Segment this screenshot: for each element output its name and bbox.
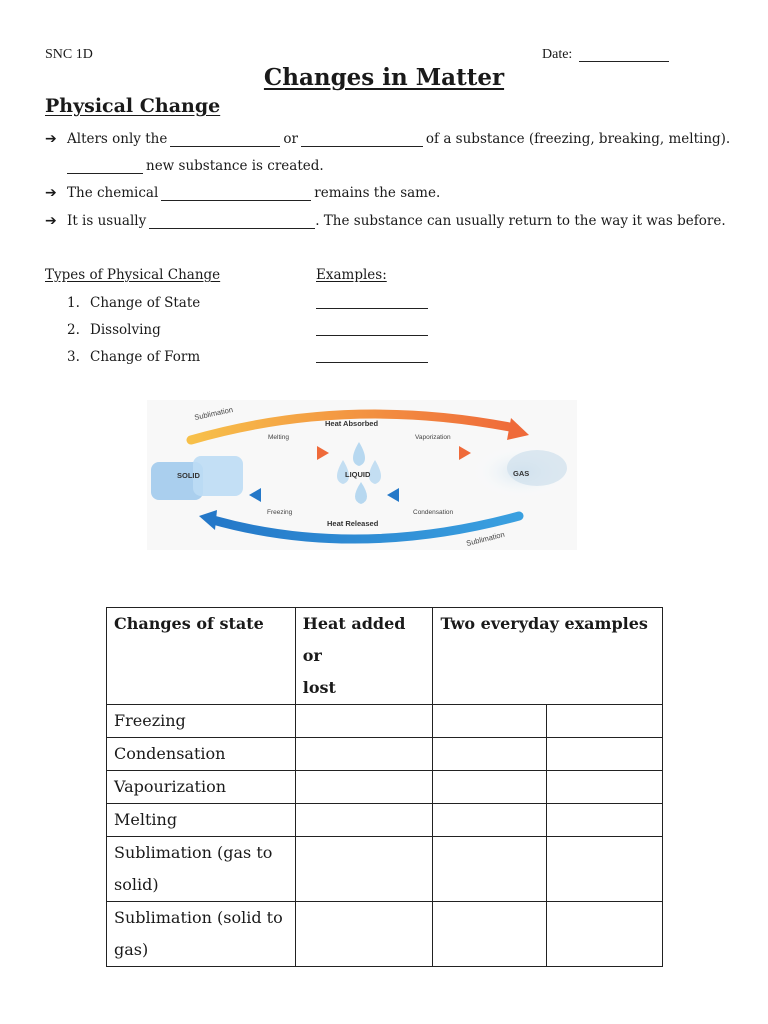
row-label: Sublimation (solid to gas) bbox=[107, 902, 296, 967]
sublimation-top-label: Sublimation bbox=[193, 405, 234, 422]
bullet-text: Alters only the bbox=[67, 131, 168, 147]
solid-ice-icon bbox=[193, 456, 243, 496]
answer-cell[interactable] bbox=[295, 902, 433, 967]
arrow-icon: ➔ bbox=[45, 213, 57, 229]
example-blank[interactable] bbox=[316, 308, 428, 309]
date-label: Date: bbox=[542, 47, 573, 62]
bullet-new-substance bbox=[67, 158, 324, 174]
answer-cell[interactable] bbox=[547, 804, 663, 837]
answer-cell[interactable] bbox=[433, 738, 547, 771]
row-label: Freezing bbox=[107, 705, 296, 738]
heat-absorbed-label: Heat Absorbed bbox=[325, 419, 379, 428]
answer-cell[interactable] bbox=[547, 771, 663, 804]
gas-label: GAS bbox=[513, 469, 530, 478]
answer-cell[interactable] bbox=[433, 705, 547, 738]
answer-cell[interactable] bbox=[433, 804, 547, 837]
header-heat: Heat added or lost bbox=[295, 608, 433, 705]
solid-label: SOLID bbox=[177, 471, 200, 480]
type-item bbox=[67, 322, 161, 338]
bullet-text: new substance is created. bbox=[146, 158, 324, 174]
arrow-icon: ➔ bbox=[45, 185, 57, 201]
page-title: Changes in Matter bbox=[263, 64, 505, 91]
table-row bbox=[107, 705, 663, 738]
bullet-usually bbox=[45, 213, 726, 229]
fill-blank[interactable] bbox=[67, 161, 143, 174]
bullet-text: remains the same. bbox=[314, 185, 441, 201]
table-row bbox=[107, 902, 663, 967]
table-row bbox=[107, 837, 663, 902]
fill-blank[interactable] bbox=[170, 134, 280, 147]
row-label: Condensation bbox=[107, 738, 296, 771]
answer-cell[interactable] bbox=[433, 837, 547, 902]
bullet-alters bbox=[45, 131, 730, 147]
bullet-text: or bbox=[283, 131, 298, 147]
types-heading: Types of Physical Change bbox=[45, 267, 221, 283]
fill-blank[interactable] bbox=[161, 188, 311, 201]
states-of-matter-diagram bbox=[147, 400, 577, 550]
bullet-text: It is usually bbox=[67, 213, 147, 229]
bullet-text: The chemical bbox=[67, 185, 159, 201]
bullet-chemical bbox=[45, 185, 440, 201]
table-header-row bbox=[107, 608, 663, 705]
type-number: 2. bbox=[67, 322, 80, 338]
type-label: Change of State bbox=[90, 295, 201, 311]
answer-cell[interactable] bbox=[547, 705, 663, 738]
fill-blank[interactable] bbox=[149, 216, 315, 229]
answer-cell[interactable] bbox=[295, 705, 433, 738]
sublimation-bottom-label: Sublimation bbox=[465, 529, 506, 548]
table-row bbox=[107, 804, 663, 837]
bullet-text: of a substance (freezing, breaking, melting). bbox=[425, 131, 731, 147]
date-blank[interactable] bbox=[579, 61, 669, 62]
answer-cell[interactable] bbox=[433, 771, 547, 804]
table-row bbox=[107, 771, 663, 804]
row-label: Vapourization bbox=[107, 771, 296, 804]
answer-cell[interactable] bbox=[295, 771, 433, 804]
examples-heading: Examples: bbox=[316, 267, 387, 283]
table-row bbox=[107, 738, 663, 771]
row-label: Sublimation (gas to solid) bbox=[107, 837, 296, 902]
answer-cell[interactable] bbox=[547, 738, 663, 771]
course-code: SNC 1D bbox=[45, 47, 93, 62]
answer-cell[interactable] bbox=[295, 804, 433, 837]
type-number: 1. bbox=[67, 295, 80, 311]
type-item bbox=[67, 295, 200, 311]
type-item bbox=[67, 349, 200, 365]
melting-label: Melting bbox=[268, 434, 289, 441]
header-examples: Two everyday examples bbox=[433, 608, 663, 705]
type-label: Change of Form bbox=[90, 349, 201, 365]
liquid-label: LIQUID bbox=[345, 470, 371, 479]
heat-released-label: Heat Released bbox=[327, 519, 379, 528]
changes-of-state-table bbox=[106, 607, 663, 967]
type-number: 3. bbox=[67, 349, 80, 365]
bullet-text: . The substance can usually return to the way it was before. bbox=[315, 213, 726, 229]
example-blank[interactable] bbox=[316, 335, 428, 336]
answer-cell[interactable] bbox=[433, 902, 547, 967]
answer-cell[interactable] bbox=[547, 837, 663, 902]
freezing-label: Freezing bbox=[267, 509, 293, 516]
fill-blank[interactable] bbox=[301, 134, 423, 147]
vaporization-label: Vaporization bbox=[415, 434, 451, 441]
type-label: Dissolving bbox=[90, 322, 161, 338]
arrow-icon: ➔ bbox=[45, 131, 57, 147]
header-changes-of-state: Changes of state bbox=[107, 608, 296, 705]
answer-cell[interactable] bbox=[295, 738, 433, 771]
condensation-label: Condensation bbox=[413, 509, 454, 516]
section-heading: Physical Change bbox=[45, 95, 221, 117]
example-blank[interactable] bbox=[316, 362, 428, 363]
answer-cell[interactable] bbox=[295, 837, 433, 902]
row-label: Melting bbox=[107, 804, 296, 837]
answer-cell[interactable] bbox=[547, 902, 663, 967]
